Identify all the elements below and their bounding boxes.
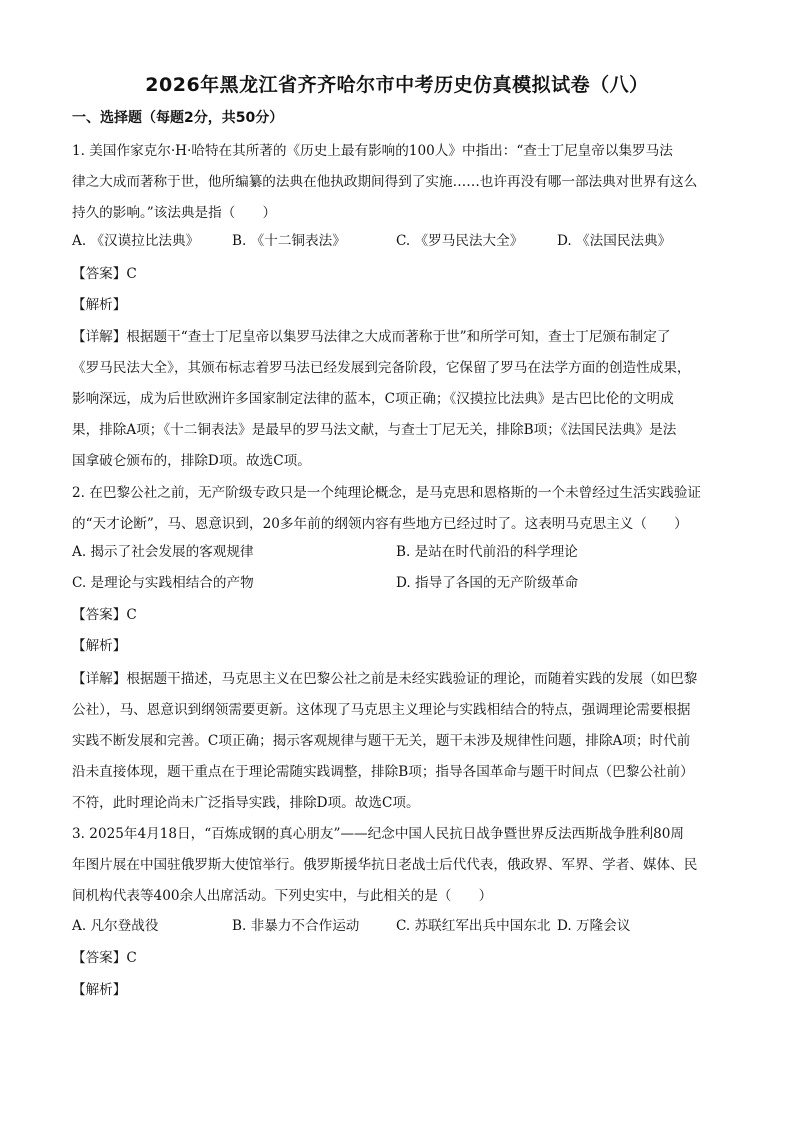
q3-option-a: A. 凡尔登战役 <box>72 918 159 934</box>
q2-option-a: A. 揭示了社会发展的客观规律 <box>72 544 254 560</box>
q3-line: 3. 2025年4月18日，“百炼成钢的真心朋友”——纪念中国人民抗日战争暨世界反法西斯战争胜利80周 <box>72 826 684 842</box>
page-title: 2026年黑龙江省齐齐哈尔市中考历史仿真模拟试卷（八） <box>145 74 649 96</box>
q2-answer: 【答案】C <box>72 607 137 623</box>
q1-line: 持久的影响。”该法典是指（ ） <box>72 205 277 221</box>
q1-option-d: D. 《法国民法典》 <box>557 233 672 249</box>
q3-line: 年图片展在中国驻俄罗斯大使馆举行。俄罗斯援华抗日老战士后代代表，俄政界、军界、学者、媒体、民 <box>72 857 698 873</box>
question-2-options-row-2 <box>72 571 724 602</box>
q2-detail <box>72 664 724 819</box>
q3-option-d: D. 万隆会议 <box>557 918 631 934</box>
q2-detail-line: 实践不断发展和完善。C项正确；揭示客观规律与题干无关，题干未涉及规律性问题，排除A项；时代前 <box>72 733 691 749</box>
question-2-options-row-1 <box>72 540 724 571</box>
q1-option-a: A. 《汉谟拉比法典》 <box>72 233 200 249</box>
q2-detail-line: 沿未直接体现，题干重点在于理论需随实践调整，排除B项；指导各国革命与题干时间点（巴黎公社前） <box>72 764 694 780</box>
q2-line: 的“天才论断”，马、恩意识到，20多年前的纲领内容有些地方已经过时了。这表明马克思主义（ ） <box>72 516 688 532</box>
q1-option-c: C. 《罗马民法大全》 <box>396 233 524 249</box>
q1-line: 1. 美国作家克尔·H·哈特在其所著的《历史上最有影响的100人》中指出：“查士丁尼皇帝以集罗马法 <box>72 143 673 159</box>
q2-analysis-label: 【解析】 <box>72 638 127 654</box>
q3-option-c: C. 苏联红军出兵中国东北 <box>396 918 551 934</box>
q2-detail-line: 不符，此时理论尚未广泛指导实践，排除D项。故选C项。 <box>72 795 420 811</box>
q3-option-b: B. 非暴力不合作运动 <box>232 918 360 934</box>
question-2-stem <box>72 478 724 540</box>
q2-line: 2. 在巴黎公社之前，无产阶级专政只是一个纯理论概念，是马克思和恩格斯的一个未曾经过生活实践验证 <box>72 485 702 501</box>
q1-analysis-label: 【解析】 <box>72 297 127 313</box>
q1-detail-line: 果，排除A项；《十二铜表法》是最早的罗马法文献，与查士丁尼无关，排除B项；《法国民法典》是法 <box>72 422 677 438</box>
question-1-stem <box>72 136 724 229</box>
q2-option-b: B. 是站在时代前沿的科学理论 <box>396 544 578 560</box>
question-1-options <box>72 229 724 260</box>
question-3-options <box>72 914 724 945</box>
q2-option-c: C. 是理论与实践相结合的产物 <box>72 575 254 591</box>
q1-detail-line: 影响深远，成为后世欧洲许多国家制定法律的蓝本，C项正确；《汉摸拉比法典》是古巴比伦的文明成 <box>72 391 674 407</box>
q1-detail-line: 【详解】根据题干“查士丁尼皇帝以集罗马法律之大成而著称于世”和所学可知，查士丁尼颁布制定了 <box>72 329 671 345</box>
q1-option-b: B. 《十二铜表法》 <box>232 233 346 249</box>
q3-line: 间机构代表等400余人出席活动。下列史实中，与此相关的是（ ） <box>72 888 493 904</box>
q2-option-d: D. 指导了各国的无产阶级革命 <box>396 575 579 591</box>
q1-detail-line: 国拿破仑颁布的，排除D项。故选C项。 <box>72 453 311 469</box>
q2-detail-line: 【详解】根据题干描述，马克思主义在巴黎公社之前是未经实践验证的理论，而随着实践的发展（如巴黎 <box>72 671 698 687</box>
q3-answer: 【答案】C <box>72 950 137 966</box>
q1-detail <box>72 322 724 477</box>
q1-line: 律之大成而著称于世，他所编纂的法典在他执政期间得到了实施……也许再没有哪一部法典对世界有这么 <box>72 174 698 190</box>
q2-detail-line: 公社），马、恩意识到纲领需要更新。这体现了马克思主义理论与实践相结合的特点，强调理论需要根据 <box>72 702 691 718</box>
q1-answer: 【答案】C <box>72 266 137 282</box>
q3-analysis-label: 【解析】 <box>72 982 127 998</box>
q1-detail-line: 《罗马民法大全》，其颁布标志着罗马法已经发展到完备阶段，它保留了罗马在法学方面的创造性成果， <box>72 360 691 376</box>
question-3-stem <box>72 819 724 912</box>
section-heading: 一、选择题（每题2分，共50分） <box>72 110 284 126</box>
